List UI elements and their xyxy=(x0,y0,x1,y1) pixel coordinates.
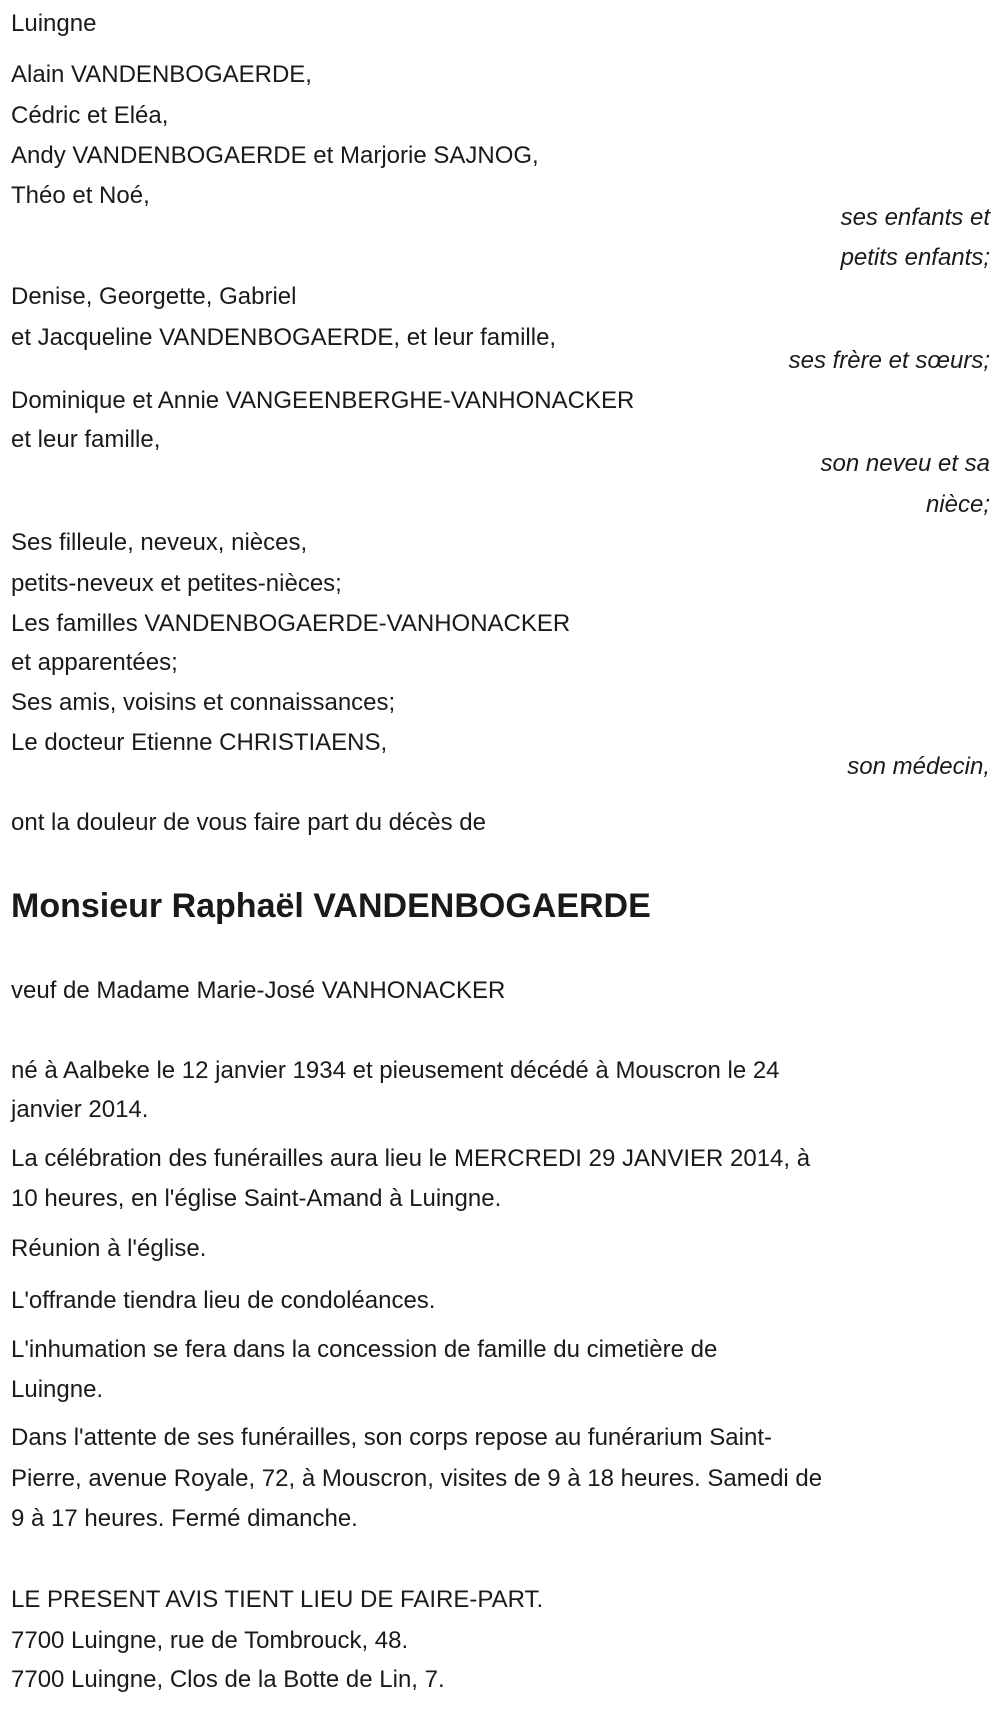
family-line: Cédric et Eléa, xyxy=(11,102,169,129)
family-line: petits-neveux et petites-nièces; xyxy=(11,570,342,597)
family-line: et Jacqueline VANDENBOGAERDE, et leur famille, xyxy=(11,324,557,351)
relation-label: ses frère et sœurs; xyxy=(788,347,990,374)
detail-line: Luingne. xyxy=(11,1376,104,1403)
family-line: Dominique et Annie VANGEENBERGHE-VANHONACKER xyxy=(11,387,635,414)
detail-line: Réunion à l'église. xyxy=(11,1235,207,1262)
relation-label: ses enfants et xyxy=(840,204,990,231)
detail-line: Pierre, avenue Royale, 72, à Mouscron, visites de 9 à 18 heures. Samedi de xyxy=(11,1465,823,1492)
detail-line: 9 à 17 heures. Fermé dimanche. xyxy=(11,1505,358,1532)
footer-address: 7700 Luingne, Clos de la Botte de Lin, 7. xyxy=(11,1666,445,1693)
family-line: Ses filleule, neveux, nièces, xyxy=(11,529,308,556)
announcement: ont la douleur de vous faire part du décès de xyxy=(11,809,486,836)
widower-line: veuf de Madame Marie-José VANHONACKER xyxy=(11,977,506,1004)
family-line: Le docteur Etienne CHRISTIAENS, xyxy=(11,729,388,756)
family-line: Denise, Georgette, Gabriel xyxy=(11,283,297,310)
detail-line: 10 heures, en l'église Saint-Amand à Luingne. xyxy=(11,1185,502,1212)
detail-line: L'offrande tiendra lieu de condoléances. xyxy=(11,1287,436,1314)
place: Luingne xyxy=(11,10,97,37)
relation-label: son médecin, xyxy=(847,753,990,780)
detail-line: Dans l'attente de ses funérailles, son corps repose au funérarium Saint- xyxy=(11,1424,772,1451)
family-line: Les familles VANDENBOGAERDE-VANHONACKER xyxy=(11,610,571,637)
detail-line: janvier 2014. xyxy=(11,1096,149,1123)
family-line: Alain VANDENBOGAERDE, xyxy=(11,61,312,88)
family-line: Théo et Noé, xyxy=(11,182,150,209)
relation-label: nièce; xyxy=(925,491,990,518)
family-line: et leur famille, xyxy=(11,426,161,453)
family-line: et apparentées; xyxy=(11,649,178,676)
family-line: Ses amis, voisins et connaissances; xyxy=(11,689,396,716)
detail-line: né à Aalbeke le 12 janvier 1934 et pieusement décédé à Mouscron le 24 xyxy=(11,1057,780,1084)
deceased-name: Monsieur Raphaël VANDENBOGAERDE xyxy=(11,887,651,925)
footer-line: LE PRESENT AVIS TIENT LIEU DE FAIRE-PART. xyxy=(11,1586,544,1613)
relation-label: petits enfants; xyxy=(840,244,990,271)
footer-address: 7700 Luingne, rue de Tombrouck, 48. xyxy=(11,1627,409,1654)
family-line: Andy VANDENBOGAERDE et Marjorie SAJNOG, xyxy=(11,142,539,169)
relation-label: son neveu et sa xyxy=(820,450,990,477)
detail-line: La célébration des funérailles aura lieu le MERCREDI 29 JANVIER 2014, à xyxy=(11,1145,811,1172)
detail-line: L'inhumation se fera dans la concession de famille du cimetière de xyxy=(11,1336,718,1363)
